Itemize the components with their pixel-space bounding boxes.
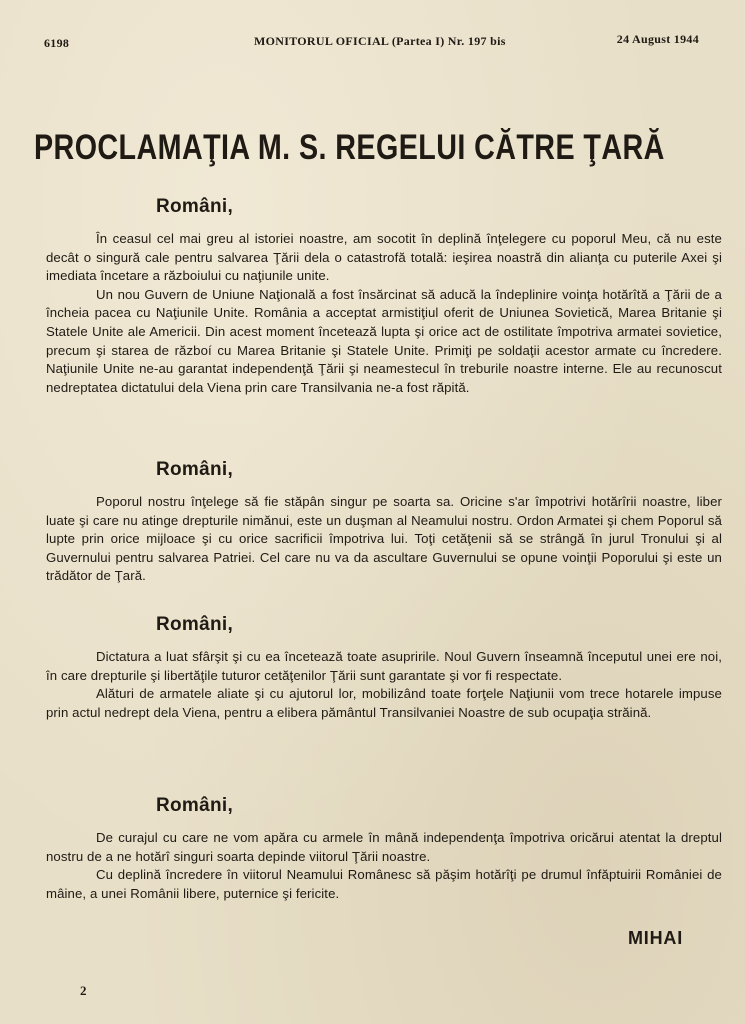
- paragraph: Dictatura a luat sfârşit şi cu ea încetează toate asupririle. Noul Guvern înseamnă începutul unei ere noi, în care drepturile şi libertăţile tuturor cetăţenilor Ţării sunt garantate şi vor fi respectate.: [46, 649, 722, 683]
- page-header: [44, 30, 699, 50]
- section-1: [46, 196, 722, 397]
- section-heading: Români,: [156, 459, 234, 480]
- paragraph: În ceasul cel mai greu al istoriei noastre, am socotit în deplină înţelegere cu poporul Meu, că nu este decât o singură cale pentru salvarea Ţării dela o catastrofă totală: ieşirea noastră din alianţa cu puterile Axei şi imediata încetare a războiului cu naţiunile unite.: [46, 231, 722, 284]
- header-publication: MONITORUL OFICIAL (Partea I) Nr. 197 bis: [254, 34, 506, 48]
- section-heading: Români,: [156, 196, 234, 217]
- section-4: [46, 795, 722, 903]
- paragraph: Alături de armatele aliate şi cu ajutorul lor, mobilizând toate forţele Naţiunii vom trece hotarele impuse prin actul nedrept dela Viena, pentru a elibera pământul Transilvaniei Noastre de sub ocupaţia străină.: [46, 686, 722, 720]
- header-date: 24 August 1944: [616, 32, 699, 46]
- section-3: [46, 614, 722, 722]
- section-heading: Români,: [156, 614, 234, 635]
- section-heading: Români,: [156, 795, 234, 816]
- paragraph: Un nou Guvern de Uniune Naţională a fost însărcinat să aducă la îndeplinire voinţa hotărîtă a Ţării de a încheia pacea cu Naţiunile Unite. România a acceptat armistiţiul oferit de Uniunea Sovietică, Marea Britanie şi Statele Unite ale Americii. Din acest moment încetează lupta şi orice act de ostilitate împotriva armatei sovietice, precum şi starea de războí cu Marea Britanie şi Statele Unite. Primiţi pe soldaţii acestor armate cu încredere. Naţiunile Unite ne-au garantat independenţă Ţării şi neamestecul în treburile noastre interne. Ele au recunoscut nedreptatea dictatului dela Viena prin care Transilvania ne-a fost răpită.: [46, 286, 722, 395]
- signature: MIHAI: [628, 928, 683, 948]
- paragraph: De curajul cu care ne vom apăra cu armele în mână independenţa împotriva oricărui atentat la dreptul nostru de a ne hotărî singuri soarta depinde viitorul Ţării noastre.: [46, 830, 722, 864]
- paragraph: Cu deplină încredere în viitorul Neamului Românesc să păşim hotărîţi pe drumul înfăptuirii României de mâine, a unei Românii libere, puternice şi fericite.: [46, 867, 722, 901]
- proclamation-title: PROCLAMAŢIA M. S. REGELUI CĂTRE ŢARĂ: [34, 128, 665, 167]
- header-page-number: 6198: [44, 36, 70, 50]
- section-2: [46, 459, 722, 586]
- paragraph: Poporul nostru înţelege să fie stăpân singur pe soarta sa. Oricine s'ar împotrivi hotărîrii noastre, liber luate şi care nu atinge drepturile nimănui, este un duşman al Neamului nostru. Ordon Armatei şi chem Poporul să lupte prin orice mijloace şi cu orice sacrificii împotriva lui. Toţi cetăţenii să se strângă în jurul Tronului şi al Guvernului pentru salvarea Patriei. Cel care nu va da ascultare Guvernului se opune voinţii Poporului şi este un trădător de Ţară.: [46, 494, 722, 584]
- footer-page-number: 2: [80, 983, 87, 998]
